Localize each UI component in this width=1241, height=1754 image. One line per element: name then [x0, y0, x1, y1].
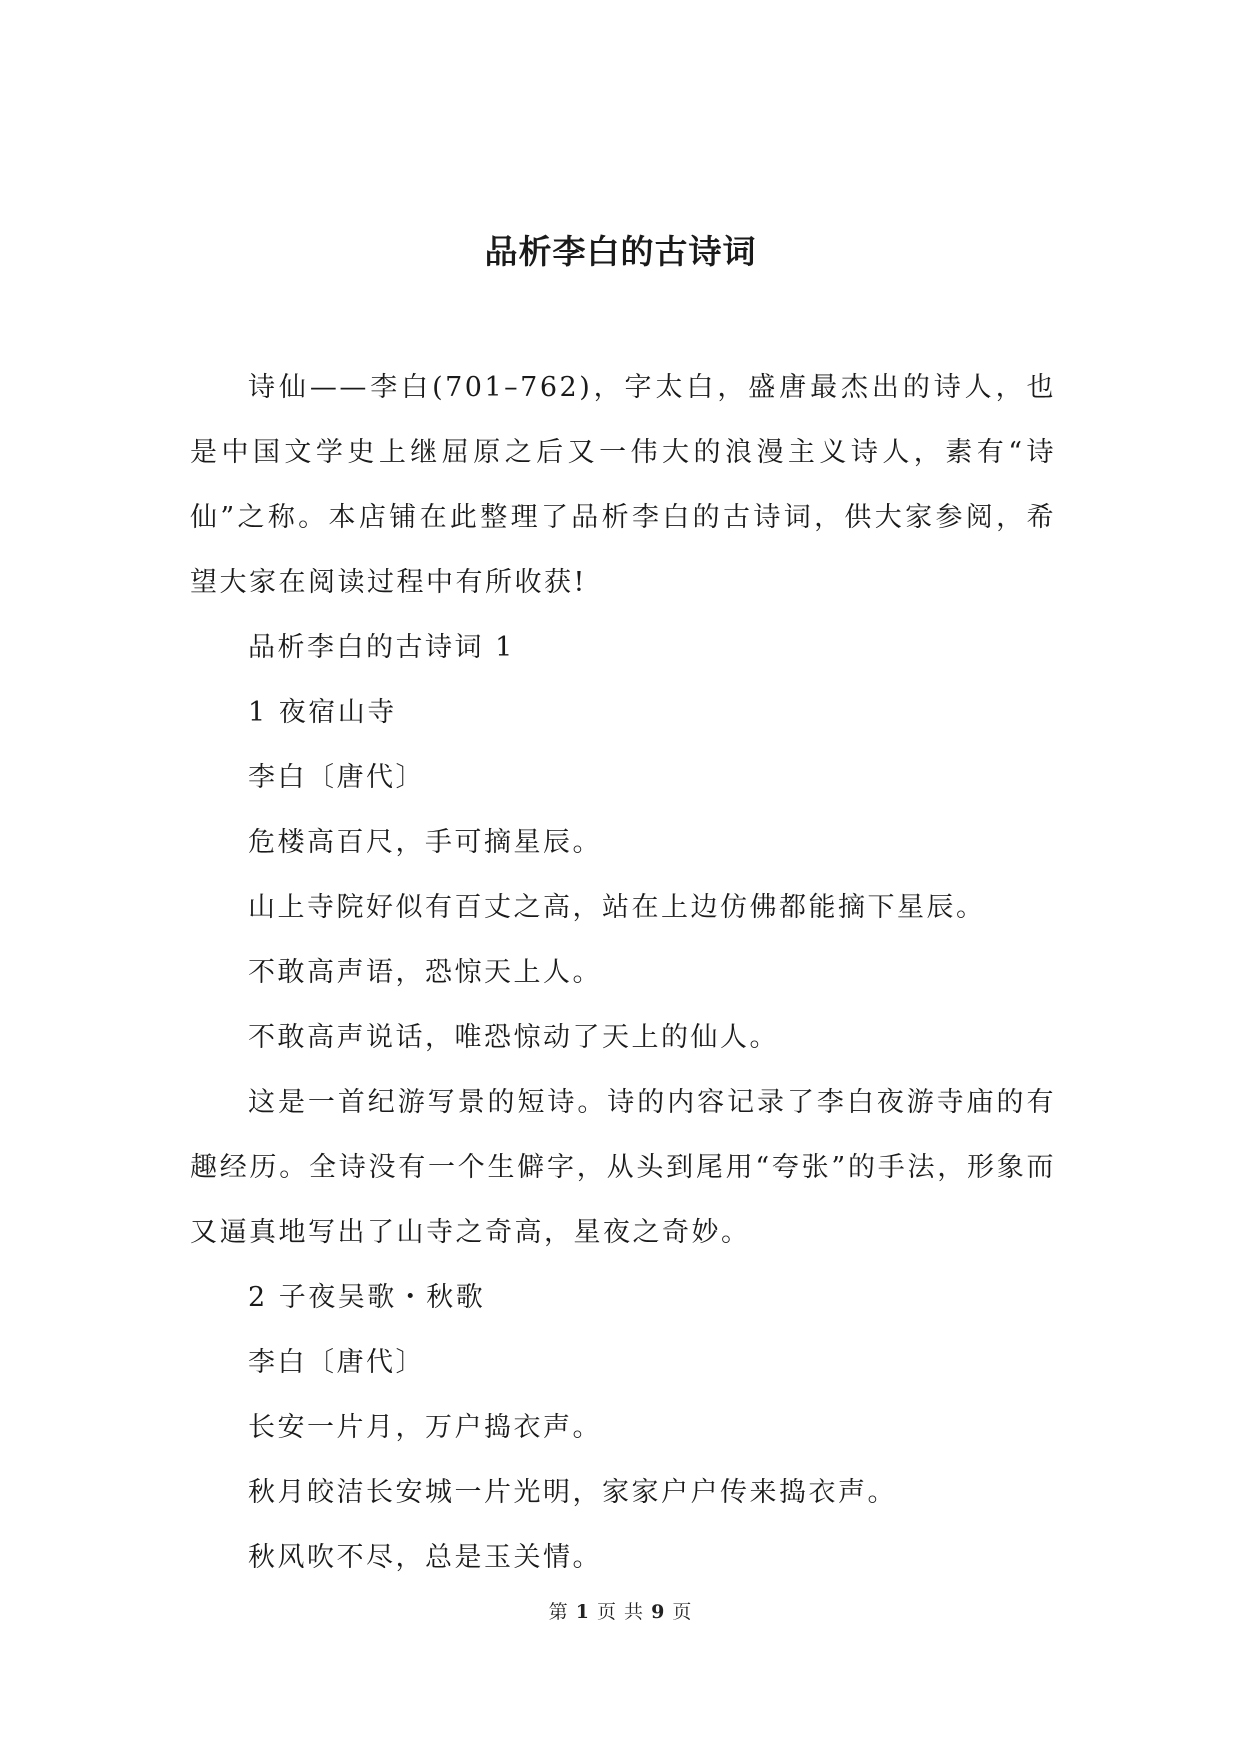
- poem1-line2: 不敢高声语，恐惊天上人。: [248, 957, 602, 988]
- poem2-author: 李白〔唐代〕: [248, 1347, 425, 1378]
- poem2-heading: 2 子夜吴歌・秋歌: [248, 1282, 486, 1313]
- footer-total-pages: 9: [651, 1601, 666, 1623]
- poem1-heading: 1 夜宿山寺: [248, 697, 397, 728]
- poem1-author: 李白〔唐代〕: [248, 762, 425, 793]
- poem2-line1: 长安一片月，万户捣衣声。: [248, 1412, 602, 1443]
- poem1-line1-translation: 山上寺院好似有百丈之高，站在上边仿佛都能摘下星辰。: [248, 892, 986, 923]
- footer-suffix: 页: [672, 1601, 693, 1623]
- page-footer: [0, 1597, 1241, 1624]
- poem1-line2-translation: 不敢高声说话，唯恐惊动了天上的仙人。: [248, 1022, 779, 1053]
- poem1-analysis: 这是一首纪游写景的短诗。诗的内容记录了李白夜游寺庙的有趣经历。全诗没有一个生僻字，从头到尾用“夸张”的手法，形象而又逼真地写出了山寺之奇高，星夜之奇妙。: [190, 1087, 1056, 1248]
- poem2-line1-translation: 秋月皎洁长安城一片光明，家家户户传来捣衣声。: [248, 1477, 897, 1508]
- poem2-line2: 秋风吹不尽，总是玉关情。: [248, 1542, 602, 1573]
- section-heading: 品析李白的古诗词 1: [248, 632, 515, 663]
- intro-paragraph: 诗仙——李白(701–762)，字太白，盛唐最杰出的诗人，也是中国文学史上继屈原之后又一伟大的浪漫主义诗人，素有“诗仙”之称。本店铺在此整理了品析李白的古诗词，供大家参阅，希望大家在阅读过程中有所收获!: [190, 372, 1056, 598]
- footer-middle: 页 共: [596, 1601, 645, 1623]
- footer-prefix: 第: [548, 1601, 569, 1623]
- document-body: [190, 355, 1056, 1590]
- footer-page-number: 1: [575, 1601, 590, 1623]
- poem1-line1: 危楼高百尺，手可摘星辰。: [248, 827, 602, 858]
- document-title: 品析李白的古诗词: [484, 232, 757, 271]
